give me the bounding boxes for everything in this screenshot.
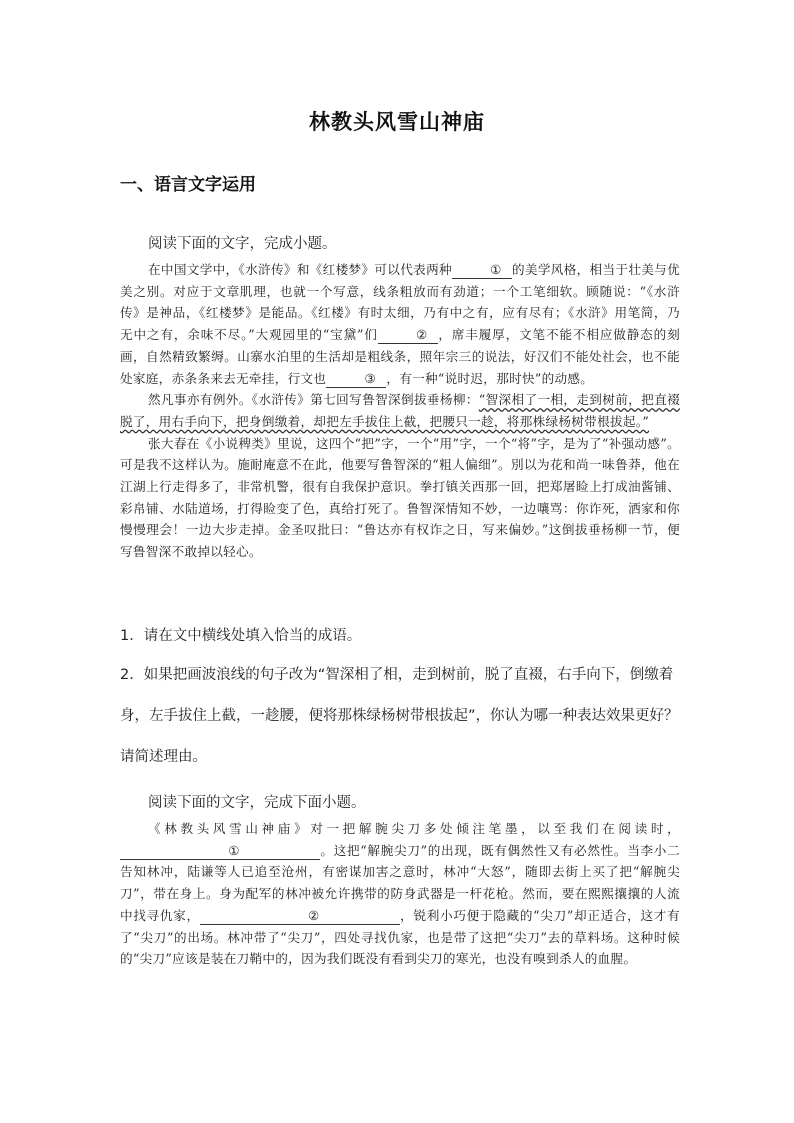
answer-blank-2: ② xyxy=(378,327,438,344)
text-segment: 在中国文学中，《水浒传》和《红楼梦》可以代表两种 xyxy=(148,262,452,277)
reading2-passage xyxy=(120,818,680,970)
reading2-paragraph-1 xyxy=(120,818,680,970)
question-1: 1．请在文中横线处填入恰当的成语。 xyxy=(120,628,362,644)
section-heading: 一、语言文字运用 xyxy=(120,175,256,195)
text-segment: 《林教头风雪山神庙》对一把解腕尖刀多处倾注笔墨，以至我们在阅读时， xyxy=(148,821,680,836)
text-segment: 的美学风格，相当于壮美与优美之别。对应于文章肌理，也就一个写意，线条粗放而有劲道；一个工笔细软。顾随说：“《水浒传》是神品，《红楼梦》是能品。《红楼》有时太细，乃有中之有，应有尽有；《水浒》用笔简，乃无中之有，余味不尽。”大观园里的“宝黛”们 xyxy=(120,262,681,343)
answer-blank-2: ② xyxy=(200,908,400,925)
text-segment: 。这把“解腕尖刀”的出现，既有偶然性又有必然性。当李小二告知林冲，陆谦等人已追至沧州，有密谋加害之意时，林冲“大怒”，随即去街上买了把“解腕尖刀”，带在身上。身为配军的林冲被允许携带的防身武器是一杆花枪。然而，要在熙熙攘攘的人流中找寻仇家， xyxy=(120,842,680,923)
question-2: 2．如果把画波浪线的句子改为“智深相了相，走到树前，脱了直裰，右手向下，倒缴着身，左手拔住上截，一趁腰，便将那株绿杨树带根拔起”，你认为哪一种表达效果更好？请简述理由。 xyxy=(120,667,679,765)
text-segment: ，有一种“说时迟，那时快”的动感。 xyxy=(386,370,594,386)
reading1-instruction: 阅读下面的文字，完成小题。 xyxy=(148,236,337,252)
answer-blank-1: ① xyxy=(452,262,512,279)
answer-blank-1: ① xyxy=(120,843,320,860)
page-title: 林教头风雪山神庙 xyxy=(309,110,485,134)
reading1-paragraph-2 xyxy=(120,389,680,432)
reading1-paragraph-1 xyxy=(120,259,680,389)
text-segment: ，席丰履厚，文笔不能不相应做静态的刻画，自然精致繁缛。山寨水泊里的生活却是粗线条，照年宗三的说法，好汉们不能处社会，也不能处家庭，赤条条来去无牵挂，行文也 xyxy=(120,327,680,386)
text-segment: ，锐利小巧便于隐藏的“尖刀”却正适合，这才有了“尖刀”的出场。林冲带了“尖刀”，四处寻找仇家，也是带了这把“尖刀”去的草料场。这种时候的“尖刀”应该是装在刀鞘中的，因为我们既没有看到尖刀的寒光，也没有嗅到杀人的血腥。 xyxy=(120,907,680,967)
text-segment: 然凡事亦有例外。《水浒传》第七回写鲁智深倒拔垂杨柳： xyxy=(148,392,479,408)
reading2-instruction: 阅读下面的文字，完成下面小题。 xyxy=(148,795,366,811)
reading1-passage xyxy=(120,259,680,563)
reading1-paragraph-3: 张大春在《小说稗类》里说，这四个“把”字，一个“用”字，一个“将”字，是为了“补强动感”。可是我不这样认为。施耐庵意不在此，他要写鲁智深的“粗人偏细”。別以为花和尚一味鲁莽，他在江湖上行走得多了，非常机警，很有自我保护意识。拳打镇关西那一回，把郑屠睑上打成油酱铺、彩帛铺、水陆道场，打得睑变了色，真给打死了。鲁智深情知不妙，一边嚷骂：你诈死，洒家和你慢慢理会！一边大步走掉。金圣叹批曰：“鲁达亦有权诈之日，写来偏妙。”这倒拔垂杨柳一节，便写鲁智深不敢掉以轻心。 xyxy=(120,435,680,560)
wavy-underlined-sentence: “智深相了一相，走到树前，把直裰脱了，用右手向下，把身倒缴着，却把左手拔住上截，把腰只一趁，将那株绿杨树带根拔起。” xyxy=(120,392,680,429)
answer-blank-3: ③ xyxy=(326,371,386,388)
